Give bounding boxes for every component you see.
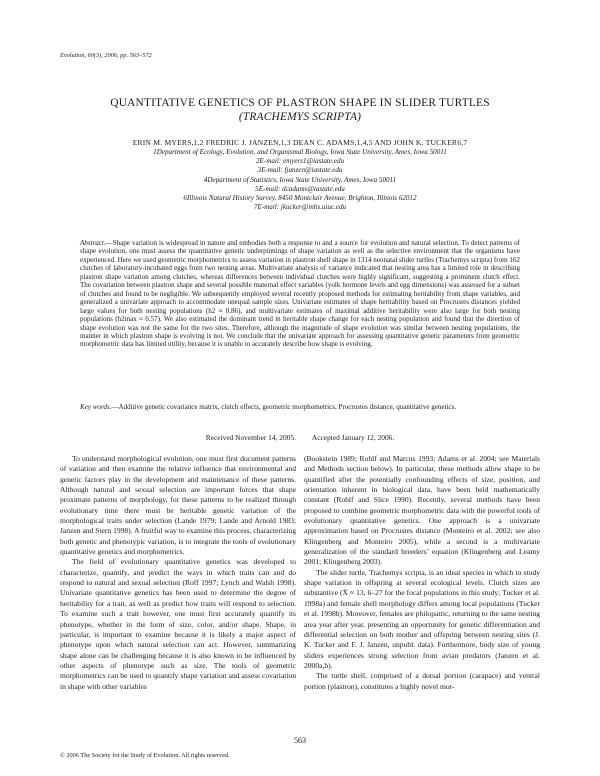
body-paragraph: The turtle shell, comprised of a dorsal portion (carapace) and ventral portion (plastron), constitutes a highly novel mor- — [304, 671, 540, 691]
copyright-notice: © 2006 The Society for the Study of Evolution. All rights reserved. — [60, 752, 230, 759]
abstract-label: Abstract. — [80, 239, 106, 247]
body-column-right — [304, 454, 540, 692]
affiliation-line: 2E-mail: emyers1@iastate.edu — [255, 157, 345, 166]
affiliation-line: 4Department of Statistics, Iowa State University, Ames, Iowa 50011 — [203, 175, 397, 184]
affiliation-line: 5E-mail: dcadams@iastate.edu — [255, 184, 345, 193]
received-date: Received November 14, 2005. — [205, 433, 296, 442]
body-paragraph: (Bookstein 1989; Rohlf and Marcus 1993; Adams et al. 2004; see Materials and Methods section below). In particular, these methods allow shape to be quantified after the potentially confounding effects of size, position, and orientation inherent in biological data, have been held mathematically constant (Rohlf and Slice 1990). Recently, several methods have been proposed to combine geometric morphometric data with the powerful tools of evolutionary quantitative genetics. One approach is a univariate approximation based on Procrustes distance (Monteiro et al. 2002; see also Klingenberg and Monteiro 2005), while a second is a multivariate generalization of the standard breeders’ equation (Klingenberg and Leamy 2001; Klingenberg 2003). — [304, 454, 540, 567]
accepted-date: Accepted January 12, 2006. — [311, 433, 395, 442]
keywords — [80, 403, 520, 411]
affiliation-line: 7E-mail: jkucker@inhs.uiuc.edu — [253, 203, 347, 212]
body-column-left — [60, 454, 296, 692]
body-paragraph: The field of evolutionary quantitative genetics was developed to characterize, quantify, and predict the ways in which traits can and do respond to natural and sexual selection (Roff 1997; Lynch and Walsh 1998). Univariate quantitative genetics has been used to determine the degree of heritability for a trait, as well as predict how traits will respond to selection. To examine such a trait however, one must first accurately quantify its phenotype, whether in the form of size, color, and/or shape. Shape, in particular, is important to examine because it is likely a major aspect of phenotype upon which natural selection can act. However, summarizing shape alone can be challenging because it is also known to be influenced by other aspects of phenotype such as size. The tools of geometric morphometrics can be used to quantify shape variation and assess covariation in shape with other variables — [60, 557, 296, 691]
affiliation-line: 6Illinois Natural History Survey, 8450 Montclair Avenue, Brighton, Illinois 62012 — [183, 194, 417, 203]
affiliation-line: 1Department of Ecology, Evolution, and Organismal Biology, Iowa State University, Ames, Iowa 50011 — [153, 148, 447, 156]
keywords-text: —Additive genetic covariance matrix, clutch effects, geometric morphometrics, Procrustes distance, quantitative genetics. — [111, 403, 457, 411]
keywords-label: Key words. — [80, 403, 112, 411]
body-paragraph: To understand morphological evolution, one must first document patterns of variation and then examine the relative influence that environmental and genetic factors play in the development and maintenance of these patterns. Although natural and sexual selection are important forces that shape proximate patterns of morphology, for these patterns to be realized through evolutionary time there must be heritable genetic variation of the morphological traits under selection (Lande 1979; Lande and Arnold 1983; Janzen and Stern 1998). A fruitful way to examine this process, characterizing both genetic and phenotypic variation, is to integrate the tools of evolutionary quantitative genetics and morphometrics. — [60, 454, 296, 557]
article-title: QUANTITATIVE GENETICS OF PLASTRON SHAPE IN SLIDER TURTLES — [110, 97, 490, 109]
article-subtitle: (TRACHEMYS SCRIPTA) — [238, 111, 362, 123]
affiliation-line: 3E-mail: fjanzen@iastate.edu — [257, 166, 343, 175]
received-dates — [60, 433, 540, 442]
article-title-block — [60, 96, 540, 124]
abstract-text: —Shape variation is widespread in nature and embodies both a response to and a source for evolution and natural selection. To detect patterns of shape evolution, one must assess the quantitative genetic underpinnings of shape variation as well as the selective environment that the organisms have experienced. Here we used geometric morphometrics to assess variation in plastron shell shape in 1314 neonatal slider turtles (Trachemys scripta) from 162 clutches of laboratory-incubated eggs from two nesting areas. Multivariate analysis of variance indicated that nesting area has a limited role in describing plastron shape variation among clutches, whereas differences between individual clutches were highly significant, suggesting a prominent clutch effect. The covariation between plastron shape and several possible maternal effect variables (yolk hormone levels and egg dimensions) was assessed for a subset of clutches and found to be negligible. We subsequently employed several recently proposed methods for estimating heritability from shape variables, and generalized a univariate approach to accommodate unequal sample sizes. Univariate estimates of shape heritability based on Procrustes distances yielded large values for both nesting populations (h2 ≈ 0.86), and multivariate estimates of maximal additive heritability were also large for both nesting populations (h2max ≈ 0.57). We also estimated the dominant trend in heritable shape change for each nesting population and found that the direction of shape evolution was not the same for the two sites. Therefore, although the magnitude of shape evolution was similar between nesting populations, the manner in which plastron shape is evolving is not. We conclude that the univariate approach for assessing quantitative genetic parameters from geometric morphometric data has limited utility, because it is unable to accurately describe how shape is evolving. — [80, 239, 520, 349]
abstract — [80, 239, 520, 349]
body-paragraph: The slider turtle, Trachemys scripta, is an ideal species in which to study shape variation in offspring at several ecological levels. Clutch sizes are substantive (X̄ ≈ 13, 6–27 for the focal populations in this study; Tucker et al. 1998a) and female shell morphology differs among local populations (Tucker et al. 1998b). Moreover, females are philopatric, returning to the same nesting area year after year, presenting an opportunity for genetic differentiation and differential selection on both mother and offspring between nesting sites (J. K. Tucker and F. J. Janzen, unpubl. data). Furthermore, body size of young sliders experiences strong selection from avian predators (Janzen et al. 2000a,b). — [304, 567, 540, 670]
affiliations — [60, 148, 540, 212]
page-number: 563 — [294, 736, 306, 745]
author-list: ERIN M. MYERS,1,2 FREDRIC J. JANZEN,1,3 DEAN C. ADAMS,1,4,5 AND JOHN K. TUCKER6,7 — [132, 138, 468, 147]
journal-reference: Evolution, 60(3), 2006, pp. 563–572 — [60, 52, 152, 59]
